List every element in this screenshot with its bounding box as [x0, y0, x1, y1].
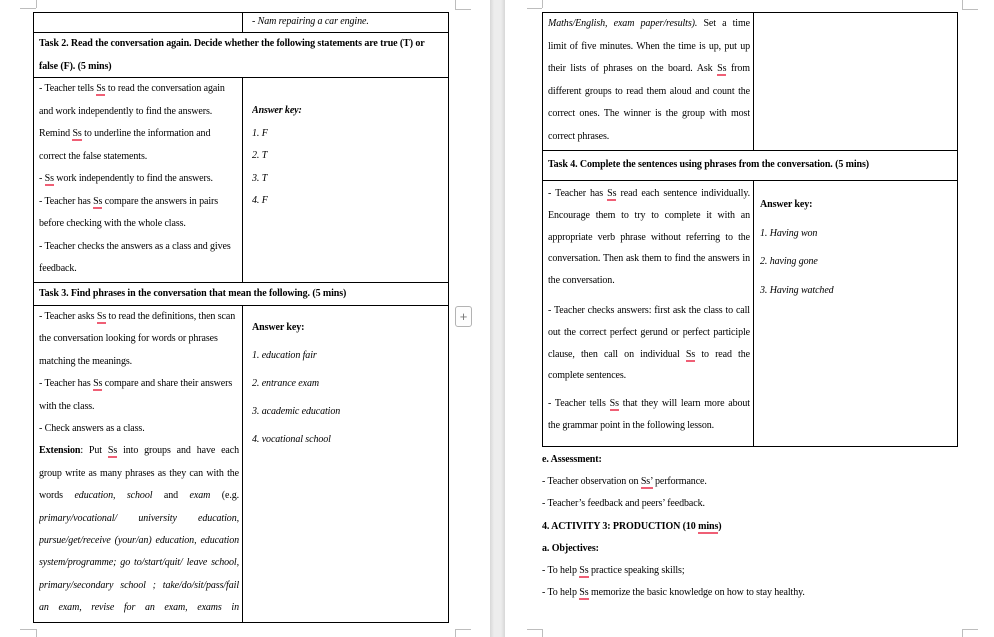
text-run: 1. Having won — [760, 227, 818, 239]
misspelled-word: Ss — [96, 83, 106, 94]
margin-corner-mark — [962, 0, 963, 9]
text-line — [39, 575, 239, 597]
margin-corner-mark — [20, 629, 36, 630]
text-run: 3. Having watched — [760, 284, 834, 296]
text-run: - — [39, 173, 45, 184]
document-page-left — [0, 0, 490, 637]
text-run: and — [152, 490, 190, 502]
text-line — [39, 56, 445, 78]
margin-corner-mark — [36, 0, 37, 8]
misspelled-word: Ss — [44, 173, 54, 184]
table-row-task4-body — [543, 181, 957, 446]
text-line — [252, 145, 445, 168]
text-run: - Teacher tells — [39, 83, 97, 94]
text-run: 3. T — [252, 172, 268, 184]
margin-corner-mark — [455, 629, 456, 637]
misspelled-word: Ss — [96, 311, 107, 322]
text-line — [548, 151, 954, 176]
text-run: their lists of phrases on the board. Ask — [548, 63, 718, 74]
text-run: group write as many phrases as they can with the — [39, 467, 239, 479]
text-run: that they will learn more about — [618, 398, 750, 410]
text-line — [760, 220, 954, 249]
text-line — [39, 191, 239, 214]
text-line — [542, 582, 966, 604]
text-line — [542, 516, 966, 538]
text-line — [548, 415, 750, 437]
task4-procedure-cell — [543, 181, 754, 446]
text-line — [39, 373, 239, 395]
text-run: an exam, revise for an exam, exams in — [39, 602, 239, 614]
text-run: Task 3. Find phrases in the conversation that mean the following. (5 mins) — [39, 288, 347, 299]
text-line — [39, 101, 239, 124]
table-row-continuation — [543, 13, 957, 151]
text-run: 1. F — [252, 127, 268, 139]
text-run: (e.g. — [210, 490, 239, 502]
text-run: - Teacher checks answers: first ask the class to call — [548, 304, 750, 316]
text-run: Extension — [39, 445, 81, 457]
text-line — [760, 277, 954, 306]
text-run: - Teacher observation on — [542, 476, 641, 488]
misspelled-word: Ss — [609, 398, 619, 410]
text-line — [548, 322, 750, 344]
text-line — [39, 418, 239, 440]
margin-corner-mark — [542, 629, 543, 637]
text-run: false (F). (5 mins) — [39, 60, 112, 72]
text-line — [548, 183, 750, 205]
table-row-nam — [34, 13, 448, 33]
text-run: into groups and have each — [117, 445, 239, 457]
text-run: correct phrases. — [548, 130, 610, 142]
text-line — [548, 300, 750, 322]
misspelled-word: Ss’ — [640, 476, 653, 488]
text-line — [542, 538, 966, 560]
text-run: the conversation. — [548, 275, 615, 287]
text-line — [39, 552, 239, 574]
misspelled-word: Ss — [93, 195, 103, 207]
text-run: feedback. — [39, 263, 77, 274]
text-run: Answer key: — [252, 322, 305, 333]
text-run: 2. T — [252, 150, 268, 161]
task2-procedure-cell — [34, 78, 243, 282]
text-run: Maths/English, exam paper/results). — [548, 18, 698, 29]
text-line — [39, 306, 239, 328]
text-run: ) — [718, 520, 722, 532]
text-line — [548, 205, 750, 227]
text-line — [542, 449, 966, 471]
text-run: the conversation looking for words or phrases — [39, 333, 218, 345]
table-cell-empty — [34, 13, 243, 32]
misspelled-word: Ss — [717, 63, 727, 74]
table-cell-nam-answer — [243, 13, 448, 32]
text-run: out the correct perfect gerund or perfect participle — [548, 326, 750, 338]
text-run: 4. vocational school — [252, 434, 331, 445]
text-line — [252, 426, 445, 454]
text-run: to read the conversation again — [105, 83, 225, 94]
text-line — [548, 227, 750, 249]
text-run: education, school — [74, 490, 153, 502]
task3-procedure-cell — [34, 306, 243, 622]
misspelled-word: Ss — [579, 564, 589, 576]
text-line — [548, 81, 750, 104]
text-line — [39, 508, 239, 530]
text-line — [39, 258, 239, 281]
margin-corner-mark — [455, 9, 471, 10]
text-line — [548, 393, 750, 415]
text-line — [548, 248, 750, 270]
misspelled-word: Ss — [72, 128, 82, 139]
text-run: to underline the information and — [81, 128, 211, 139]
text-run: pursue/get/receive (your/an) education, education — [39, 534, 239, 546]
text-run: compare and share their answers — [102, 378, 233, 390]
lesson-plan-table-left — [33, 12, 449, 623]
text-run: appropriate verb phrase without referring to the — [548, 231, 750, 243]
text-line — [548, 270, 750, 292]
text-line — [760, 248, 954, 277]
text-line — [39, 485, 239, 507]
text-run: read each sentence individually. — [616, 188, 750, 199]
margin-corner-mark — [20, 8, 36, 9]
table-row-task3-body — [34, 306, 448, 622]
text-run: - Teacher has — [39, 195, 94, 207]
lesson-plan-table-right — [542, 12, 958, 447]
text-line — [39, 78, 239, 101]
text-run: : Put — [80, 445, 108, 457]
text-line — [39, 440, 239, 462]
text-run: - Teacher’s feedback and peers’ feedback. — [542, 498, 705, 510]
text-run: limit of five minutes. When the time is up, put up — [548, 40, 750, 52]
text-line — [39, 236, 239, 259]
text-line — [548, 36, 750, 59]
text-run: correct ones. The winner is the group with most — [548, 108, 750, 119]
text-run: - Teacher has — [548, 188, 608, 199]
text-run: to read the — [695, 348, 750, 360]
text-run: performance. — [652, 476, 707, 488]
table-row-task3-header — [34, 283, 448, 306]
table-row-task2-header — [34, 33, 448, 78]
text-line — [760, 191, 954, 220]
extension-continuation-cell — [543, 13, 754, 150]
plus-icon: + — [459, 309, 468, 324]
text-line — [252, 342, 445, 370]
margin-corner-mark — [962, 629, 978, 630]
table-row-task2-body — [34, 78, 448, 283]
table-cell-empty — [754, 13, 957, 150]
text-run: words — [39, 490, 75, 502]
text-run: Set a time — [697, 18, 750, 29]
text-run: e. Assessment: — [542, 454, 602, 465]
text-run: - Teacher has — [39, 378, 94, 390]
margin-corner-mark — [542, 0, 543, 8]
text-run: system/programme; go to/start/quit/ leave school, — [39, 557, 239, 569]
text-line — [39, 351, 239, 373]
task2-answer-key-cell — [243, 78, 448, 282]
text-run: - Teacher asks — [39, 311, 97, 322]
misspelled-word: Ss — [607, 188, 617, 199]
text-run: practice speaking skills; — [588, 564, 685, 576]
insert-plus-button[interactable] — [455, 306, 472, 327]
text-run: correct the false statements. — [39, 150, 148, 162]
text-run: clause, then call on individual — [548, 348, 686, 360]
text-line — [39, 396, 239, 418]
text-run: primary/secondary school ; take/do/sit/pass/fail — [39, 579, 239, 591]
text-line — [542, 493, 966, 515]
text-run: 4. F — [252, 195, 268, 206]
text-run: to read the definitions, then scan — [106, 311, 236, 322]
misspelled-word: mins — [698, 520, 719, 532]
text-run: - Nam repairing a car engine. — [252, 16, 369, 27]
document-page-right — [505, 0, 994, 637]
text-line — [252, 314, 445, 342]
text-run: 1. education fair — [252, 350, 317, 361]
text-run: Task 4. Complete the sentences using phrases from the conversation. (5 mins) — [548, 159, 870, 170]
task3-answer-key-cell — [243, 306, 448, 622]
text-line — [548, 13, 750, 36]
text-line — [548, 126, 750, 149]
text-line — [39, 123, 239, 146]
text-line — [252, 370, 445, 398]
task2-header-cell — [34, 33, 448, 77]
assessment-and-production-section — [542, 447, 966, 604]
margin-corner-mark — [36, 629, 37, 637]
text-run: with the class. — [39, 400, 95, 412]
text-run: Task 2. Read the conversation again. Decide whether the following statements are true (T) or — [39, 38, 425, 49]
text-line — [542, 471, 966, 493]
text-line — [39, 213, 239, 236]
text-run: matching the meanings. — [39, 355, 133, 367]
text-run: primary/vocational/ university education, — [39, 512, 239, 524]
text-line — [252, 168, 445, 191]
text-run: different groups to read them aloud and count the — [548, 85, 750, 97]
task4-answer-key-cell — [754, 181, 957, 446]
text-run: 3. academic education — [252, 406, 341, 417]
task3-header-cell — [34, 283, 448, 305]
text-run: 4. ACTIVITY 3: PRODUCTION (10 — [542, 520, 699, 532]
margin-corner-mark — [962, 629, 963, 637]
misspelled-word: Ss — [685, 348, 696, 360]
text-run: work independently to find the answers. — [53, 173, 213, 184]
margin-corner-mark — [962, 9, 978, 10]
text-line — [542, 560, 966, 582]
text-line — [39, 283, 445, 304]
text-run: the grammar point in the following lesson. — [548, 419, 715, 431]
text-line — [39, 328, 239, 350]
text-line — [252, 398, 445, 426]
text-line — [548, 344, 750, 366]
table-row-task4-header — [543, 151, 957, 181]
text-line — [252, 123, 445, 146]
text-line — [252, 13, 445, 31]
text-run: memorize the basic knowledge on how to stay healthy. — [588, 587, 805, 599]
text-line — [39, 168, 239, 191]
text-run: complete sentences. — [548, 370, 627, 382]
text-line — [548, 103, 750, 126]
text-run: from — [726, 63, 750, 74]
text-run: - Check answers as a class. — [39, 422, 145, 434]
text-run: - To help — [542, 564, 580, 576]
misspelled-word: Ss — [107, 445, 118, 457]
margin-corner-mark — [527, 8, 542, 9]
text-run: conversation. Then ask them to find the answers in — [548, 253, 750, 265]
margin-corner-mark — [527, 629, 542, 630]
text-run: compare the answers in pairs — [102, 195, 219, 207]
text-line — [39, 597, 239, 619]
text-run: Encourage them to try to complete it with an — [548, 209, 750, 221]
text-line — [39, 530, 239, 552]
text-line — [252, 100, 445, 123]
text-run: - To help — [542, 587, 580, 599]
text-line — [39, 463, 239, 485]
text-line — [39, 146, 239, 169]
page-gap — [490, 0, 505, 637]
text-run: Answer key: — [760, 199, 813, 210]
text-run: 2. having gone — [760, 256, 818, 267]
text-run: Answer key: — [252, 105, 302, 116]
text-run: - Teacher tells — [548, 398, 610, 410]
text-run: 2. entrance exam — [252, 378, 319, 389]
text-run: exam — [189, 490, 211, 502]
text-line — [548, 365, 750, 387]
text-run: and work independently to find the answers. — [39, 105, 213, 117]
text-run: before checking with the whole class. — [39, 218, 186, 229]
text-line — [39, 33, 445, 56]
text-line — [548, 58, 750, 81]
misspelled-word: Ss — [579, 587, 589, 599]
margin-corner-mark — [455, 629, 471, 630]
margin-corner-mark — [455, 0, 456, 9]
task4-header-cell — [543, 151, 957, 180]
text-run: a. Objectives: — [542, 542, 599, 554]
text-line — [252, 190, 445, 213]
text-run: - Teacher checks the answers as a class and gives — [39, 240, 231, 252]
misspelled-word: Ss — [93, 378, 103, 390]
text-run: Remind — [39, 128, 73, 139]
